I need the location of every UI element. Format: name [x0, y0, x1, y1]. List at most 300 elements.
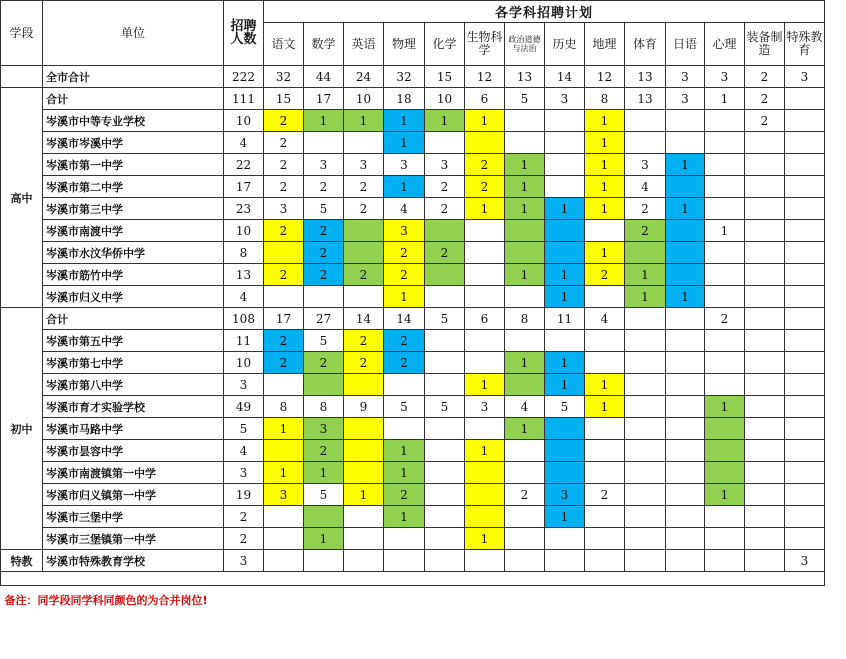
- subject-cell: 4: [625, 176, 666, 198]
- subject-cell: [505, 374, 545, 396]
- subject-cell: [745, 220, 785, 242]
- subject-cell: [625, 440, 666, 462]
- subject-cell: 14: [384, 308, 425, 330]
- subject-cell: 1: [304, 110, 344, 132]
- subject-cell: [666, 220, 705, 242]
- header-subject: 生物科学: [465, 23, 505, 66]
- subject-cell: [705, 110, 745, 132]
- subject-cell: 10: [425, 88, 465, 110]
- unit-total: 19: [224, 484, 264, 506]
- subject-cell: [745, 550, 785, 572]
- subject-cell: [745, 462, 785, 484]
- subject-cell: 1: [545, 286, 585, 308]
- subject-cell: 1: [705, 88, 745, 110]
- note-text: 备注：同学段同学科同颜色的为合并岗位!: [1, 586, 825, 614]
- city-total-value: 2: [745, 66, 785, 88]
- table-row: [1, 198, 825, 220]
- subject-cell: 3: [625, 154, 666, 176]
- table-row: [1, 462, 825, 484]
- subject-cell: [505, 220, 545, 242]
- subject-cell: [666, 132, 705, 154]
- subject-cell: 2: [304, 440, 344, 462]
- city-total-value: 3: [785, 66, 825, 88]
- subject-cell: 1: [585, 396, 625, 418]
- note-row: [1, 586, 825, 614]
- subject-cell: 1: [705, 396, 745, 418]
- subject-cell: [625, 462, 666, 484]
- subject-cell: [344, 374, 384, 396]
- subject-cell: [505, 506, 545, 528]
- city-total-value: 44: [304, 66, 344, 88]
- subject-cell: 5: [304, 484, 344, 506]
- subject-cell: 1: [264, 462, 304, 484]
- subject-cell: [666, 550, 705, 572]
- subject-cell: 1: [666, 154, 705, 176]
- subject-cell: [344, 528, 384, 550]
- subject-cell: [304, 132, 344, 154]
- subject-cell: [344, 220, 384, 242]
- subject-cell: 3: [264, 484, 304, 506]
- subject-cell: [425, 484, 465, 506]
- subject-cell: [666, 308, 705, 330]
- unit-name: 岑溪市第五中学: [43, 330, 224, 352]
- subject-cell: 1: [585, 132, 625, 154]
- subject-cell: [745, 154, 785, 176]
- subject-cell: [705, 352, 745, 374]
- subject-cell: [625, 396, 666, 418]
- subject-cell: 4: [384, 198, 425, 220]
- subject-cell: 11: [545, 308, 585, 330]
- subject-cell: 1: [465, 374, 505, 396]
- subject-cell: [785, 506, 825, 528]
- subject-cell: [785, 374, 825, 396]
- subject-cell: 2: [425, 198, 465, 220]
- subject-cell: [745, 418, 785, 440]
- subject-cell: 2: [705, 308, 745, 330]
- subject-cell: [585, 418, 625, 440]
- subject-cell: [264, 440, 304, 462]
- subject-cell: [705, 264, 745, 286]
- subject-cell: 1: [384, 176, 425, 198]
- unit-total: 111: [224, 88, 264, 110]
- unit-name: 合计: [43, 88, 224, 110]
- unit-name: 岑溪市三堡镇第一中学: [43, 528, 224, 550]
- subject-cell: [505, 528, 545, 550]
- stage-label: 特教: [1, 550, 43, 572]
- subject-cell: 1: [585, 110, 625, 132]
- subject-cell: 2: [264, 110, 304, 132]
- subject-cell: [465, 462, 505, 484]
- subject-cell: [625, 418, 666, 440]
- subject-cell: 1: [705, 484, 745, 506]
- header-subject: 化学: [425, 23, 465, 66]
- subject-cell: [425, 352, 465, 374]
- city-total-value: 15: [425, 66, 465, 88]
- unit-name: 岑溪市第二中学: [43, 176, 224, 198]
- subject-cell: [745, 132, 785, 154]
- table-row: [1, 484, 825, 506]
- table-row: [1, 242, 825, 264]
- header-recruit-count: 招聘人数: [224, 1, 264, 66]
- subject-cell: [465, 264, 505, 286]
- subject-cell: [264, 286, 304, 308]
- subject-cell: [745, 264, 785, 286]
- unit-total: 23: [224, 198, 264, 220]
- subject-cell: 1: [705, 220, 745, 242]
- header-stage: 学段: [1, 1, 43, 66]
- subject-cell: [425, 264, 465, 286]
- subject-cell: 13: [625, 88, 666, 110]
- subject-cell: [785, 528, 825, 550]
- subject-cell: 3: [545, 484, 585, 506]
- subject-cell: [745, 506, 785, 528]
- subject-cell: [625, 132, 666, 154]
- subject-cell: [705, 242, 745, 264]
- header-subject: 政治道德与法治: [505, 23, 545, 66]
- subject-cell: [545, 550, 585, 572]
- table-row: [1, 330, 825, 352]
- subject-cell: [585, 528, 625, 550]
- subject-cell: 18: [384, 88, 425, 110]
- subject-cell: [745, 242, 785, 264]
- unit-total: 13: [224, 264, 264, 286]
- subject-cell: [384, 374, 425, 396]
- subject-cell: 1: [505, 176, 545, 198]
- subject-cell: 3: [264, 198, 304, 220]
- unit-total: 2: [224, 528, 264, 550]
- subject-cell: 2: [384, 242, 425, 264]
- subject-cell: [745, 484, 785, 506]
- subject-cell: [625, 110, 666, 132]
- subject-cell: 1: [625, 264, 666, 286]
- subject-cell: [705, 286, 745, 308]
- subject-cell: [625, 550, 666, 572]
- subject-cell: 1: [545, 264, 585, 286]
- table-row: [1, 374, 825, 396]
- subject-cell: 1: [384, 440, 425, 462]
- subject-cell: 1: [505, 264, 545, 286]
- subject-cell: 2: [264, 132, 304, 154]
- unit-total: 2: [224, 506, 264, 528]
- subject-cell: 2: [264, 220, 304, 242]
- subject-cell: [785, 242, 825, 264]
- subject-cell: [545, 462, 585, 484]
- subject-cell: 14: [344, 308, 384, 330]
- subject-cell: [666, 484, 705, 506]
- subject-cell: [705, 374, 745, 396]
- subject-cell: [745, 330, 785, 352]
- subject-cell: 2: [304, 242, 344, 264]
- subject-cell: 1: [384, 462, 425, 484]
- subject-cell: [545, 132, 585, 154]
- unit-total: 3: [224, 462, 264, 484]
- subject-cell: [465, 550, 505, 572]
- city-total-value: 3: [705, 66, 745, 88]
- subject-cell: [505, 286, 545, 308]
- subject-cell: 1: [585, 154, 625, 176]
- stage-label: 高中: [1, 88, 43, 308]
- unit-name: 岑溪市中等专业学校: [43, 110, 224, 132]
- unit-total: 108: [224, 308, 264, 330]
- subject-cell: [425, 418, 465, 440]
- subject-cell: [705, 462, 745, 484]
- subject-cell: 1: [545, 506, 585, 528]
- subject-cell: 3: [344, 154, 384, 176]
- unit-total: 22: [224, 154, 264, 176]
- subject-cell: [505, 330, 545, 352]
- subject-cell: 1: [344, 484, 384, 506]
- subject-cell: [505, 440, 545, 462]
- header-subject: 特殊教育: [785, 23, 825, 66]
- subject-cell: [425, 440, 465, 462]
- subject-cell: 2: [745, 88, 785, 110]
- subject-cell: 2: [505, 484, 545, 506]
- subject-cell: 5: [304, 330, 344, 352]
- subject-cell: [705, 132, 745, 154]
- subject-cell: 2: [384, 484, 425, 506]
- subject-cell: 2: [344, 352, 384, 374]
- header-subject: 体育: [625, 23, 666, 66]
- table-row: [1, 440, 825, 462]
- header-subject: 英语: [344, 23, 384, 66]
- subject-cell: 5: [505, 88, 545, 110]
- subject-cell: [264, 242, 304, 264]
- subject-cell: 5: [425, 308, 465, 330]
- city-total-value: 12: [465, 66, 505, 88]
- subject-cell: 2: [304, 264, 344, 286]
- subject-cell: 8: [264, 396, 304, 418]
- unit-name: 岑溪市昙容中学: [43, 440, 224, 462]
- table-row: [1, 88, 825, 110]
- subject-cell: 2: [344, 264, 384, 286]
- table-row: [1, 176, 825, 198]
- subject-cell: [585, 440, 625, 462]
- subject-cell: [264, 550, 304, 572]
- subject-cell: 3: [304, 154, 344, 176]
- subject-cell: 3: [425, 154, 465, 176]
- subject-cell: 2: [425, 242, 465, 264]
- city-total-label: 全市合计: [43, 66, 224, 88]
- subject-cell: [625, 308, 666, 330]
- subject-cell: [505, 110, 545, 132]
- subject-cell: 3: [384, 154, 425, 176]
- subject-cell: 1: [465, 110, 505, 132]
- unit-name: 岑溪市特殊教育学校: [43, 550, 224, 572]
- subject-cell: 2: [304, 176, 344, 198]
- subject-cell: [425, 550, 465, 572]
- table-row: [1, 506, 825, 528]
- unit-total: 10: [224, 220, 264, 242]
- unit-total: 17: [224, 176, 264, 198]
- subject-cell: [666, 352, 705, 374]
- subject-cell: [344, 242, 384, 264]
- subject-cell: [425, 528, 465, 550]
- subject-cell: 2: [344, 176, 384, 198]
- subject-cell: 1: [344, 110, 384, 132]
- subject-cell: 1: [465, 528, 505, 550]
- unit-total: 10: [224, 110, 264, 132]
- subject-cell: 1: [505, 198, 545, 220]
- subject-cell: 15: [264, 88, 304, 110]
- subject-cell: [304, 374, 344, 396]
- subject-cell: [705, 550, 745, 572]
- subject-cell: [425, 330, 465, 352]
- subject-cell: [585, 506, 625, 528]
- subject-cell: [666, 110, 705, 132]
- subject-cell: [545, 528, 585, 550]
- unit-name: 岑溪市第三中学: [43, 198, 224, 220]
- unit-total: 11: [224, 330, 264, 352]
- subject-cell: 1: [666, 198, 705, 220]
- subject-cell: 2: [625, 198, 666, 220]
- subject-cell: [666, 506, 705, 528]
- subject-cell: [705, 154, 745, 176]
- unit-total: 5: [224, 418, 264, 440]
- subject-cell: [505, 550, 545, 572]
- unit-name: 岑溪市第八中学: [43, 374, 224, 396]
- subject-cell: [465, 286, 505, 308]
- subject-cell: [344, 506, 384, 528]
- subject-cell: 1: [545, 352, 585, 374]
- city-total-value: 13: [625, 66, 666, 88]
- subject-cell: [545, 176, 585, 198]
- subject-cell: 2: [745, 110, 785, 132]
- header-subject: 物理: [384, 23, 425, 66]
- subject-cell: 2: [264, 154, 304, 176]
- unit-total: 4: [224, 132, 264, 154]
- table-row: [1, 308, 825, 330]
- subject-cell: 2: [264, 176, 304, 198]
- subject-cell: [745, 308, 785, 330]
- subject-cell: 6: [465, 88, 505, 110]
- subject-cell: 1: [625, 286, 666, 308]
- subject-cell: [264, 374, 304, 396]
- subject-cell: [785, 88, 825, 110]
- city-total-value: 32: [384, 66, 425, 88]
- table-row: [1, 154, 825, 176]
- subject-cell: [585, 330, 625, 352]
- subject-cell: [264, 528, 304, 550]
- unit-name: 岑溪市南渡中学: [43, 220, 224, 242]
- subject-cell: 2: [264, 352, 304, 374]
- subject-cell: 5: [304, 198, 344, 220]
- subject-cell: 1: [264, 418, 304, 440]
- subject-cell: [585, 462, 625, 484]
- subject-cell: 6: [465, 308, 505, 330]
- subject-cell: [745, 374, 785, 396]
- subject-cell: 1: [545, 374, 585, 396]
- subject-cell: [585, 352, 625, 374]
- unit-total: 4: [224, 286, 264, 308]
- unit-name: 岑溪市第七中学: [43, 352, 224, 374]
- subject-cell: [666, 528, 705, 550]
- subject-cell: [785, 264, 825, 286]
- header-subject: 心理: [705, 23, 745, 66]
- city-total-value: 14: [545, 66, 585, 88]
- subject-cell: [625, 330, 666, 352]
- unit-total: 3: [224, 550, 264, 572]
- subject-cell: [545, 220, 585, 242]
- subject-cell: [705, 176, 745, 198]
- table-row: [1, 110, 825, 132]
- subject-cell: [505, 462, 545, 484]
- subject-cell: [384, 550, 425, 572]
- subject-cell: 1: [465, 440, 505, 462]
- subject-cell: [705, 528, 745, 550]
- subject-cell: 2: [384, 352, 425, 374]
- header-subject: 装备制造: [745, 23, 785, 66]
- subject-cell: [425, 374, 465, 396]
- unit-name: 岑溪市岑溪中学: [43, 132, 224, 154]
- unit-name: 岑溪市第一中学: [43, 154, 224, 176]
- subject-cell: [465, 418, 505, 440]
- subject-cell: 3: [785, 550, 825, 572]
- table-row: [1, 550, 825, 572]
- subject-cell: 2: [304, 352, 344, 374]
- subject-cell: [264, 506, 304, 528]
- subject-cell: 1: [384, 506, 425, 528]
- subject-cell: [505, 242, 545, 264]
- table-row: [1, 286, 825, 308]
- subject-cell: [785, 110, 825, 132]
- table-row: [1, 418, 825, 440]
- subject-cell: 2: [425, 176, 465, 198]
- subject-cell: [705, 506, 745, 528]
- subject-cell: [666, 176, 705, 198]
- unit-total: 3: [224, 374, 264, 396]
- unit-name: 岑溪市归义镇第一中学: [43, 484, 224, 506]
- city-total-count: 222: [224, 66, 264, 88]
- subject-cell: [785, 462, 825, 484]
- subject-cell: [384, 528, 425, 550]
- subject-cell: 17: [264, 308, 304, 330]
- subject-cell: [465, 352, 505, 374]
- subject-cell: [625, 374, 666, 396]
- subject-cell: [585, 286, 625, 308]
- subject-cell: [585, 550, 625, 572]
- subject-cell: 3: [666, 88, 705, 110]
- subject-cell: [785, 330, 825, 352]
- subject-cell: [625, 242, 666, 264]
- subject-cell: [785, 484, 825, 506]
- unit-name: 岑溪市育才实验学校: [43, 396, 224, 418]
- subject-cell: [785, 286, 825, 308]
- subject-cell: [585, 220, 625, 242]
- subject-cell: [705, 440, 745, 462]
- subject-cell: 2: [625, 220, 666, 242]
- unit-name: 岑溪市三堡中学: [43, 506, 224, 528]
- subject-cell: 1: [505, 154, 545, 176]
- subject-cell: [304, 550, 344, 572]
- city-total-row: [1, 66, 825, 88]
- subject-cell: 1: [384, 286, 425, 308]
- subject-cell: [465, 220, 505, 242]
- subject-cell: [344, 418, 384, 440]
- subject-cell: [384, 418, 425, 440]
- subject-cell: 8: [585, 88, 625, 110]
- subject-cell: 2: [465, 154, 505, 176]
- subject-cell: [785, 308, 825, 330]
- subject-cell: [425, 506, 465, 528]
- subject-cell: [425, 286, 465, 308]
- subject-cell: 2: [585, 484, 625, 506]
- subject-cell: [785, 440, 825, 462]
- subject-cell: [705, 418, 745, 440]
- subject-cell: [344, 286, 384, 308]
- unit-name: 岑溪市筋竹中学: [43, 264, 224, 286]
- subject-cell: [785, 198, 825, 220]
- header-subject: 历史: [545, 23, 585, 66]
